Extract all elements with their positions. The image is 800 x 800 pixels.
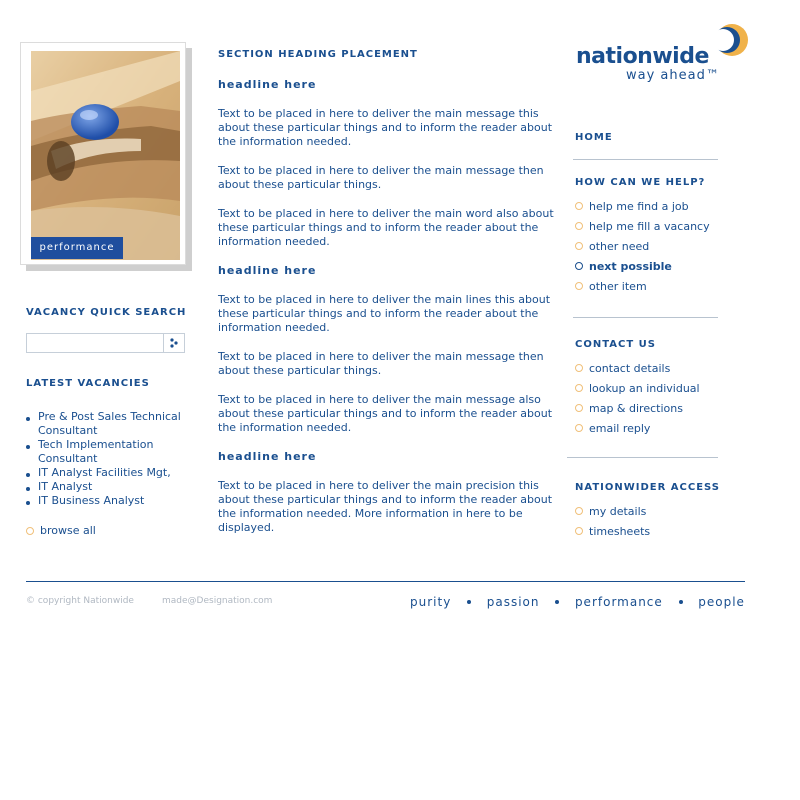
vacancy-search-input[interactable]	[26, 333, 164, 353]
nav-item-fill-vacancy[interactable]	[575, 216, 735, 236]
nav-contact-heading: CONTACT US	[575, 339, 656, 350]
nav-item-other-need[interactable]	[575, 236, 735, 256]
vacancy-link[interactable]: IT Business Analyst	[26, 494, 206, 508]
ring-bullet-active-icon	[575, 262, 583, 270]
nav-item-timesheets[interactable]	[575, 521, 735, 541]
body-paragraph: Text to be placed in here to deliver the main message then about these particular things.	[218, 350, 544, 377]
nav-item-label: contact details	[589, 361, 671, 375]
vacancy-link[interactable]: IT Analyst Facilities Mgt,	[26, 466, 206, 480]
nav-item-map[interactable]	[575, 398, 735, 418]
headline: headline here	[218, 264, 317, 277]
bobsled-photo-icon	[31, 51, 180, 260]
body-paragraph: Text to be placed in here to deliver the main message this about these particular things and to inform the reader about the information needed.	[218, 107, 553, 148]
dot-separator-icon	[679, 600, 683, 604]
body-paragraph: Text to be placed in here to deliver the main precision this about these particular things and to inform the reader about the information needed. More information in here to be displayed.	[218, 479, 553, 534]
ring-bullet-icon	[575, 527, 583, 535]
ring-bullet-icon	[575, 424, 583, 432]
nav-item-email[interactable]	[575, 418, 735, 438]
nav-item-label: help me fill a vacancy	[589, 219, 710, 233]
nav-item-label: my details	[589, 504, 647, 518]
logo-wordmark: nationwide	[576, 44, 709, 69]
nav-home-label: HOME	[575, 132, 613, 143]
body-paragraph: Text to be placed in here to deliver the main message then about these particular things.	[218, 164, 544, 191]
vacancy-link[interactable]: Pre & Post Sales Technical Consultant	[26, 410, 206, 438]
body-paragraph: Text to be placed in here to deliver the main message also about these particular things and to inform the reader about the information needed.	[218, 393, 553, 434]
ring-bullet-icon	[575, 222, 583, 230]
value-performance: performance	[574, 595, 663, 609]
made-by-link[interactable]: made@Designation.com	[162, 596, 273, 606]
nav-help-heading: HOW CAN WE HELP?	[575, 177, 706, 188]
headline: headline here	[218, 78, 317, 91]
ring-bullet-icon	[575, 282, 583, 290]
footer-divider	[26, 581, 745, 582]
vacancy-search-heading: VACANCY QUICK SEARCH	[26, 307, 187, 318]
vacancy-link[interactable]: Tech Implementation Consultant	[26, 438, 206, 466]
nav-item-other-item[interactable]	[575, 276, 735, 296]
body-paragraph: Text to be placed in here to deliver the main lines this about these particular things and to inform the reader about the information needed.	[218, 293, 551, 334]
nav-item-label: timesheets	[589, 524, 651, 538]
nav-item-lookup[interactable]	[575, 378, 735, 398]
search-submit-button[interactable]	[164, 333, 185, 353]
nav-item-label: lookup an individual	[589, 381, 700, 395]
nav-divider	[567, 457, 718, 458]
dot-separator-icon	[467, 600, 471, 604]
nav-item-label: next possible	[589, 259, 672, 273]
nav-item-my-details[interactable]	[575, 501, 735, 521]
ring-bullet-icon	[575, 202, 583, 210]
latest-vacancies-heading: LATEST VACANCIES	[26, 378, 150, 389]
section-heading: SECTION HEADING PLACEMENT	[218, 49, 418, 60]
main-content	[218, 48, 554, 550]
nationwide-logo[interactable]	[574, 20, 754, 84]
nav-contact-section	[575, 339, 735, 438]
nav-home[interactable]	[575, 132, 735, 143]
nav-item-label: other item	[589, 279, 647, 293]
value-passion: passion	[486, 595, 540, 609]
nav-access-heading: NATIONWIDER ACCESS	[575, 482, 721, 493]
brand-values	[410, 595, 745, 609]
moon-logo-icon	[714, 22, 750, 58]
headline: headline here	[218, 450, 317, 463]
nav-help-section	[575, 177, 735, 296]
hero-image-card	[20, 42, 192, 271]
hero-badge: performance	[31, 237, 123, 259]
ring-bullet-icon	[26, 527, 34, 535]
arrow-dots-icon	[164, 334, 184, 352]
value-people: people	[698, 595, 745, 609]
nav-item-next-possible[interactable]	[575, 256, 735, 276]
hero-frame	[20, 42, 186, 265]
vacancy-list	[26, 410, 206, 508]
nav-access-section	[575, 482, 735, 541]
ring-bullet-icon	[575, 364, 583, 372]
copyright-text: © copyright Nationwide	[26, 596, 134, 606]
vacancy-link[interactable]: IT Analyst	[26, 480, 206, 494]
nav-item-contact-details[interactable]	[575, 358, 735, 378]
ring-bullet-icon	[575, 242, 583, 250]
nav-item-label: other need	[589, 239, 650, 253]
browse-all-label: browse all	[40, 524, 96, 537]
nav-item-label: help me find a job	[589, 199, 689, 213]
ring-bullet-icon	[575, 384, 583, 392]
ring-bullet-icon	[575, 507, 583, 515]
browse-all-link[interactable]	[26, 524, 96, 537]
nav-divider	[573, 159, 718, 160]
value-purity: purity	[410, 595, 452, 609]
ring-bullet-icon	[575, 404, 583, 412]
logo-tagline: way ahead™	[626, 68, 720, 83]
body-paragraph: Text to be placed in here to deliver the main word also about these particular things and to inform the reader about the information needed.	[218, 207, 554, 248]
nav-item-label: email reply	[589, 421, 651, 435]
dot-separator-icon	[555, 600, 559, 604]
nav-item-find-job[interactable]	[575, 196, 735, 216]
nav-divider	[573, 317, 718, 318]
nav-item-label: map & directions	[589, 401, 683, 415]
hero-photo	[31, 51, 180, 260]
